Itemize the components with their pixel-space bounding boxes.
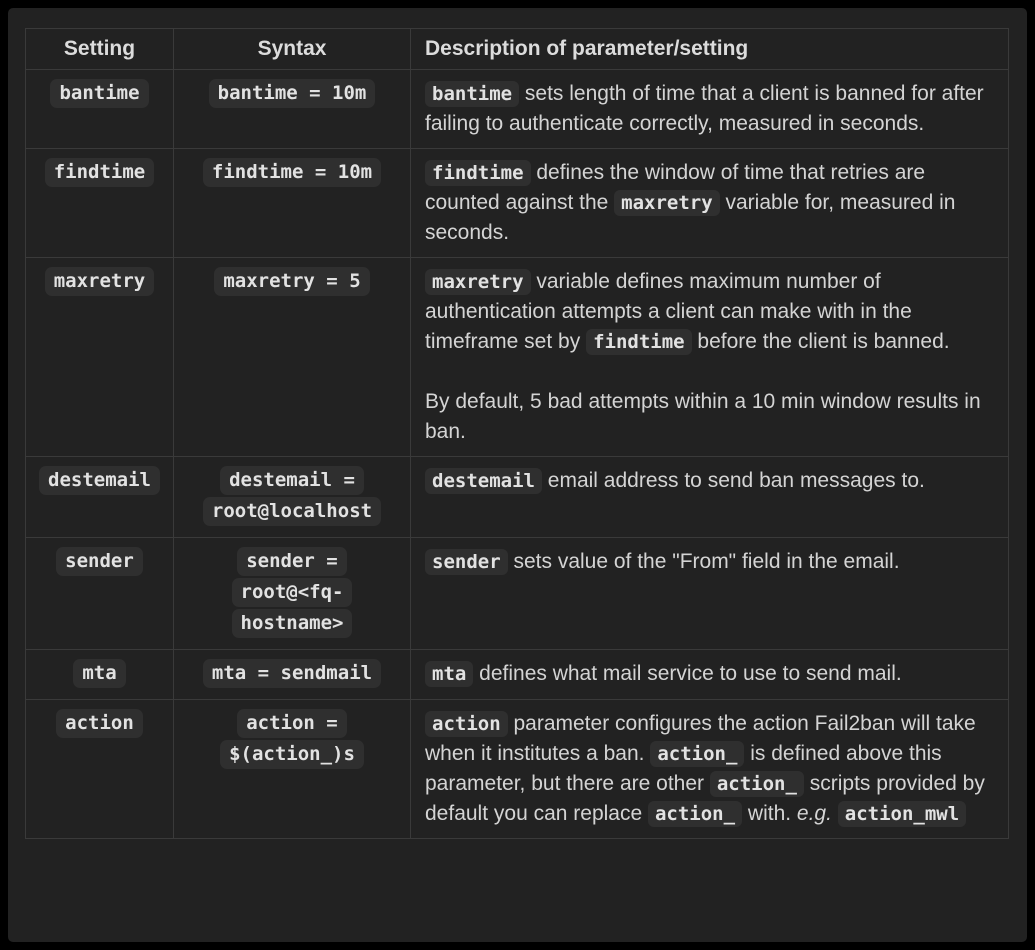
inline-code-chip: maxretry	[614, 190, 720, 216]
description-text: variable for, measured in seconds.	[425, 191, 956, 244]
syntax-cell	[174, 258, 411, 457]
description-cell	[411, 538, 1009, 650]
description-text: sets length of time that a client is banned for after failing to authenticate correctly, measured in seconds.	[425, 82, 984, 135]
table-row	[26, 457, 1009, 538]
syntax-cell	[174, 650, 411, 700]
inline-code-chip: sender	[425, 549, 508, 575]
inline-code-chip: findtime	[425, 160, 531, 186]
syntax-line	[186, 609, 398, 640]
inline-code-chip: action_mwl	[838, 801, 966, 827]
syntax-line	[186, 158, 398, 189]
inline-code-chip: bantime	[425, 81, 519, 107]
description-cell	[411, 258, 1009, 457]
syntax-cell	[174, 149, 411, 258]
setting-cell	[26, 457, 174, 538]
table-row	[26, 149, 1009, 258]
description-text: scripts provided by default you can replace	[425, 772, 985, 825]
description-text: is defined above this parameter, but there are other	[425, 742, 942, 795]
table-body	[26, 70, 1009, 839]
header-description: Description of parameter/setting	[411, 29, 1009, 70]
setting-chip: destemail	[39, 466, 160, 495]
description-paragraph	[425, 547, 994, 577]
syntax-chip: $(action_)s	[220, 740, 364, 769]
header-setting: Setting	[26, 29, 174, 70]
setting-chip: action	[56, 709, 143, 738]
description-text: defines the window of time that retries are counted against the	[425, 161, 926, 214]
syntax-chip: mta = sendmail	[203, 659, 381, 688]
description-text: e.g.	[796, 802, 838, 825]
setting-cell	[26, 700, 174, 839]
description-cell	[411, 70, 1009, 149]
syntax-chip: bantime = 10m	[209, 79, 376, 108]
table-row	[26, 538, 1009, 650]
setting-cell	[26, 258, 174, 457]
description-text: email address to send ban messages to.	[541, 469, 925, 492]
inline-code-chip: mta	[425, 661, 473, 687]
table-row	[26, 700, 1009, 839]
syntax-line	[186, 79, 398, 110]
setting-chip: bantime	[50, 79, 148, 108]
description-paragraph	[425, 709, 994, 829]
syntax-cell	[174, 538, 411, 650]
inline-code-chip: action	[425, 711, 508, 737]
setting-chip: sender	[56, 547, 143, 576]
setting-chip: maxretry	[45, 267, 155, 296]
setting-cell	[26, 70, 174, 149]
description-paragraph	[425, 659, 994, 689]
inline-code-chip: action_	[648, 801, 742, 827]
description-text: before the client is banned.	[691, 330, 950, 353]
setting-cell	[26, 538, 174, 650]
table-row	[26, 650, 1009, 700]
syntax-line	[186, 547, 398, 578]
syntax-line	[186, 466, 398, 497]
setting-chip: mta	[73, 659, 125, 688]
table-header	[26, 29, 1009, 70]
header-syntax: Syntax	[174, 29, 411, 70]
description-paragraph	[425, 79, 994, 139]
description-text: defines what mail service to use to send mail.	[473, 662, 902, 685]
syntax-line	[186, 709, 398, 740]
table-row	[26, 70, 1009, 149]
description-cell	[411, 650, 1009, 700]
table-row	[26, 258, 1009, 457]
syntax-line	[186, 578, 398, 609]
syntax-chip: maxretry = 5	[214, 267, 369, 296]
syntax-chip: root@<fq-	[232, 578, 353, 607]
description-text: variable defines maximum number of authentication attempts a client can make with in the timeframe set by	[425, 270, 912, 353]
page-background	[8, 8, 1027, 942]
syntax-chip: destemail =	[220, 466, 364, 495]
syntax-cell	[174, 70, 411, 149]
syntax-line	[186, 267, 398, 298]
description-cell	[411, 457, 1009, 538]
description-paragraph	[425, 466, 994, 496]
inline-code-chip: action_	[710, 771, 804, 797]
syntax-chip: action =	[237, 709, 347, 738]
setting-cell	[26, 149, 174, 258]
inline-code-chip: action_	[650, 741, 744, 767]
syntax-chip: sender =	[237, 547, 347, 576]
description-paragraph	[425, 267, 994, 357]
syntax-chip: hostname>	[232, 609, 353, 638]
syntax-line	[186, 659, 398, 690]
inline-code-chip: maxretry	[425, 269, 531, 295]
description-cell	[411, 700, 1009, 839]
syntax-chip: root@localhost	[203, 497, 381, 526]
description-text: sets value of the "From" field in the email.	[507, 550, 900, 573]
description-paragraph	[425, 158, 994, 248]
description-text: with.	[742, 802, 797, 825]
description-text: parameter configures the action Fail2ban will take when it institutes a ban.	[425, 712, 976, 765]
syntax-cell	[174, 700, 411, 839]
syntax-chip: findtime = 10m	[203, 158, 381, 187]
setting-chip: findtime	[45, 158, 155, 187]
description-text: By default, 5 bad attempts within a 10 min window results in ban.	[425, 390, 981, 443]
syntax-line	[186, 740, 398, 771]
description-paragraph	[425, 387, 994, 447]
fail2ban-settings-table	[25, 28, 1009, 839]
description-cell	[411, 149, 1009, 258]
setting-cell	[26, 650, 174, 700]
inline-code-chip: findtime	[586, 329, 692, 355]
inline-code-chip: destemail	[425, 468, 542, 494]
header-row	[26, 29, 1009, 70]
syntax-line	[186, 497, 398, 528]
syntax-cell	[174, 457, 411, 538]
